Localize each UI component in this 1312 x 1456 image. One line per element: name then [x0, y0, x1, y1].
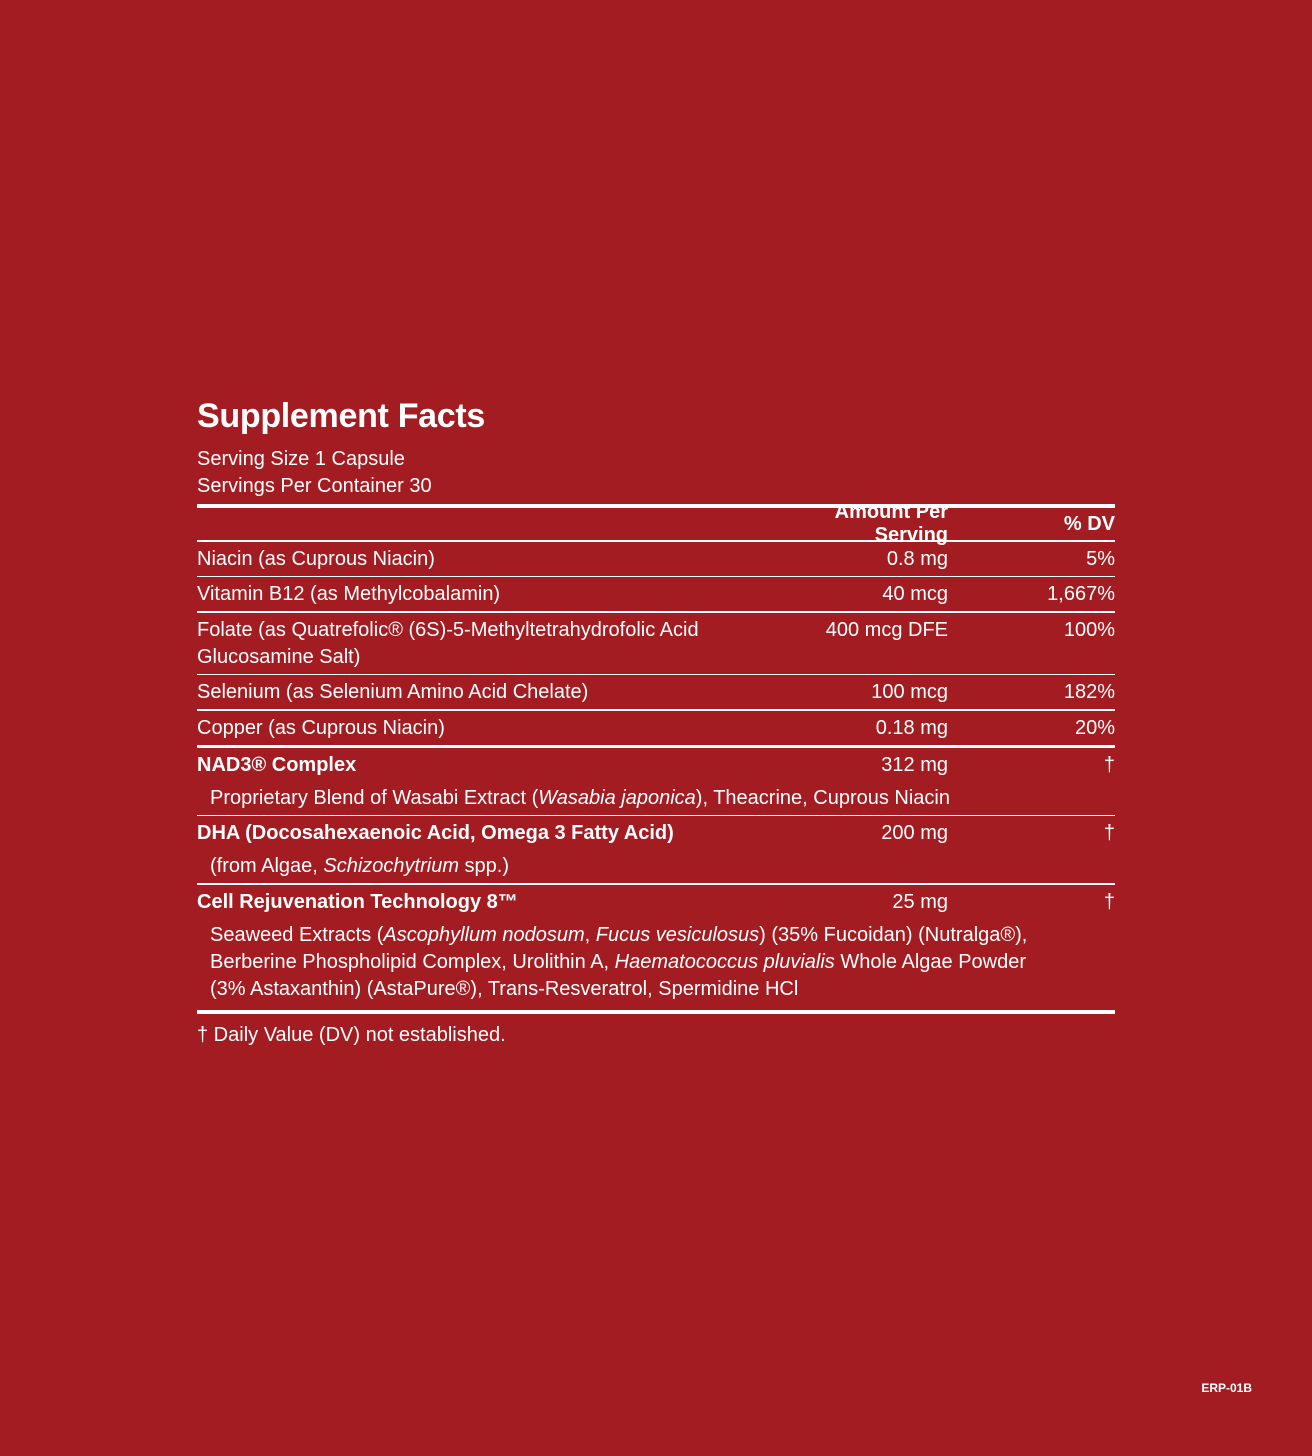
nutrient-row-selenium — [197, 675, 1115, 709]
blend-detail-dha — [197, 850, 1115, 883]
detail-text: , — [584, 923, 596, 946]
blend-amount: 25 mg — [892, 890, 948, 913]
detail-text: Proprietary Blend of Wasabi Extract ( — [210, 786, 539, 809]
product-code: ERP-01B — [1201, 1381, 1252, 1395]
nutrient-name-line1: Folate (as Quatrefolic® (6S)-5-Methyltetrahydrofolic Acid — [197, 618, 699, 641]
nutrient-dv: 182% — [1063, 681, 1115, 703]
divider-thick — [197, 1010, 1115, 1014]
nutrient-row-niacin — [197, 542, 1115, 576]
panel-title: Supplement Facts — [197, 397, 486, 435]
blend-dv: † — [1103, 890, 1115, 913]
blend-amount: 200 mg — [881, 822, 948, 844]
detail-text: Seaweed Extracts ( — [210, 923, 384, 946]
detail-text: spp.) — [459, 855, 510, 877]
nutrient-amount: 100 mcg — [871, 681, 948, 703]
nutrient-row-vitamin-b12 — [197, 577, 1115, 611]
blend-detail-cell-rejuvenation — [197, 919, 1115, 1006]
nutrient-amount: 40 mcg — [882, 583, 948, 605]
blend-row-nad3 — [197, 748, 1115, 782]
blend-name: NAD3® Complex — [197, 753, 357, 776]
blend-detail-nad3 — [197, 782, 1115, 815]
nutrient-amount: 0.18 mg — [875, 716, 948, 739]
servings-per-container: Servings Per Container 30 — [197, 475, 432, 497]
detail-line: (3% Astaxanthin) (AstaPure®), Trans-Resveratrol, Spermidine HCl — [210, 977, 799, 1000]
nutrient-row-folate — [197, 613, 1115, 674]
nutrient-name: Vitamin B12 (as Methylcobalamin) — [197, 583, 501, 605]
blend-name: Cell Rejuvenation Technology 8™ — [197, 890, 518, 913]
detail-italic: Haematococcus pluvialis — [614, 950, 835, 973]
nutrient-name: Niacin (as Cuprous Niacin) — [197, 547, 435, 570]
header-amount: Amount Per Serving — [834, 501, 948, 546]
detail-text: Berberine Phospholipid Complex, Urolithin A, — [210, 950, 615, 973]
blend-row-dha — [197, 816, 1115, 850]
nutrient-dv: 1,667% — [1047, 583, 1115, 605]
nutrient-name — [197, 617, 757, 671]
blend-amount: 312 mg — [881, 753, 948, 776]
blend-row-cell-rejuvenation — [197, 885, 1115, 919]
nutrient-row-copper — [197, 711, 1115, 745]
supplement-facts-panel — [197, 396, 1115, 1049]
blend-name: DHA (Docosahexaenoic Acid, Omega 3 Fatty Acid) — [197, 822, 674, 844]
detail-line — [210, 949, 1115, 976]
detail-italic: Schizochytrium — [323, 855, 459, 877]
detail-line — [210, 922, 1115, 949]
blend-dv: † — [1103, 753, 1115, 776]
nutrient-name: Copper (as Cuprous Niacin) — [197, 716, 445, 739]
column-header-row — [197, 501, 1115, 546]
detail-italic: Ascophyllum nodosum — [383, 923, 585, 946]
footnote: † Daily Value (DV) not established. — [197, 1023, 506, 1046]
nutrient-dv: 100% — [1063, 618, 1115, 641]
detail-text: ) (35% Fucoidan) (Nutralga®), — [759, 923, 1028, 946]
blend-dv: † — [1103, 822, 1115, 844]
detail-text: Whole Algae Powder — [834, 950, 1027, 973]
nutrient-amount: 0.8 mg — [886, 547, 948, 570]
detail-text: ), Theacrine, Cuprous Niacin — [695, 786, 950, 809]
nutrient-amount: 400 mcg DFE — [825, 618, 948, 641]
nutrient-name: Selenium (as Selenium Amino Acid Chelate) — [197, 681, 589, 703]
detail-italic: Wasabia japonica — [538, 786, 696, 809]
header-dv: % DV — [1063, 512, 1115, 535]
serving-size: Serving Size 1 Capsule — [197, 448, 405, 470]
detail-italic: Fucus vesiculosus — [595, 923, 760, 946]
nutrient-dv: 5% — [1086, 547, 1115, 570]
nutrient-dv: 20% — [1074, 716, 1115, 739]
nutrient-name-line2: Glucosamine Salt) — [197, 645, 361, 668]
detail-text: (from Algae, — [210, 855, 324, 877]
